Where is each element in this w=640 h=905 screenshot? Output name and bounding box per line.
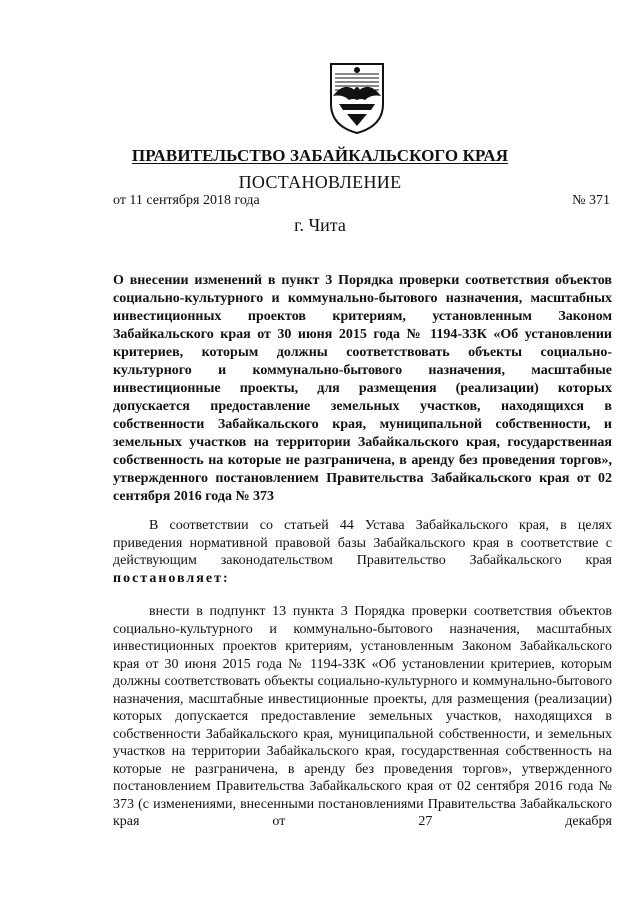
body-paragraph: внести в подпункт 13 пункта 3 Порядка проверки соответствия объектов социально-культурного и коммунально-бытового назначения, масштабных инвестиционных проектов критериям, установленным Законом Забайкальского края от 30 июня 2015 года № 1194-ЗЗК «Об установлении критериев, которым должны соответствовать объекты социально-культурного и коммунально-бытового назначения, масштабные инвестиционные проекты, для размещения (реализации) которых допускается предоставление земельных участков, находящихся в собственности Забайкальского края, муниципальной собственности, и земельных участков на территории Забайкальского края, государственная собственность на которые не разграничена, в аренду без проведения торгов», утвержденного постановлением Правительства Забайкальского края от 02 сентября 2016 года № 373 (с изменениями, внесенными постановлениями Правительства Забайкальского края от 27 декабря xyxy=(113,604,612,829)
document-type: ПОСТАНОВЛЕНИЕ xyxy=(238,172,402,192)
city-name: г. Чита xyxy=(294,215,346,235)
preamble-paragraph xyxy=(113,517,612,587)
document-subject: О внесении изменений в пункт 3 Порядка проверки соответствия объектов социально-культурного и коммунально-бытового назначения, масштабных инвестиционных проектов критериям, установленным Законом Забайкальского края от 30 июня 2015 года № 1194-ЗЗК «Об установлении критериев, которым должны соответствовать объекты социально-культурного и коммунально-бытового назначения, масштабные инвестиционные проекты, для размещения (реализации) которых допускается предоставление земельных участков, находящихся в собственности Забайкальского края, муниципальной собственности, и земельных участков на территории Забайкальского края, государственная собственность на которые не разграничена, в аренду без проведения торгов», утвержденного постановлением Правительства Забайкальского края от 02 сентября 2016 года № 373 xyxy=(113,273,612,504)
document-date: от 11 сентября 2018 года xyxy=(113,193,260,208)
preamble-text: В соответствии со статьей 44 Устава Забайкальского края, в целях приведения нормативной правовой базы Забайкальского края в соответствие с действующим законодательством Правительство Забайкальского края xyxy=(113,518,612,568)
coat-of-arms-emblem xyxy=(327,60,387,136)
decree-word: постановляет: xyxy=(113,570,230,586)
government-title: ПРАВИТЕЛЬСТВО ЗАБАЙКАЛЬСКОГО КРАЯ xyxy=(131,146,509,165)
document-number: № 371 xyxy=(572,193,610,208)
